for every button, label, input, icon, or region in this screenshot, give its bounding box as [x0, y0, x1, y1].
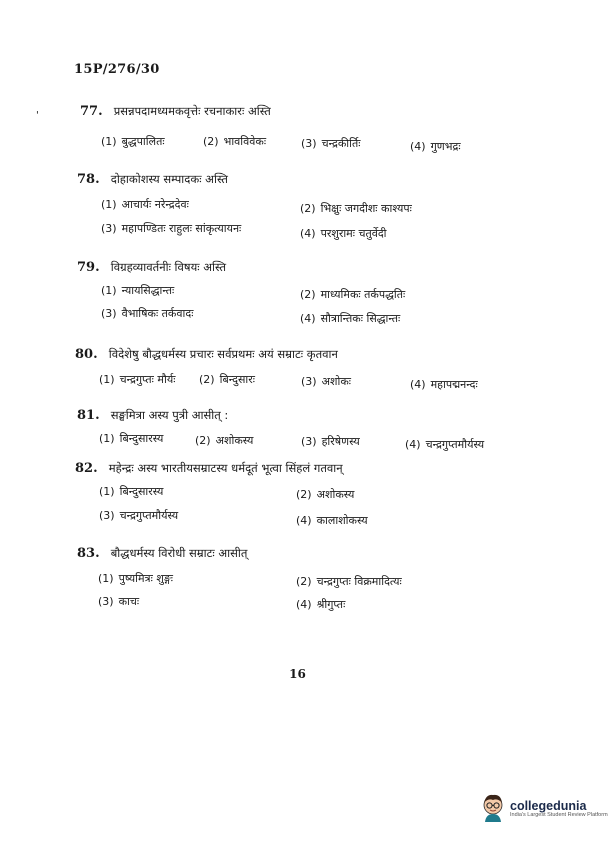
option-number: (2) — [203, 135, 219, 148]
option-77-1[interactable] — [101, 134, 165, 149]
option-number: (1) — [99, 485, 115, 498]
option-77-3[interactable] — [301, 136, 360, 151]
option-text: चन्द्रकीर्तिः — [321, 137, 361, 150]
option-81-1[interactable] — [99, 431, 163, 446]
option-number: (4) — [300, 312, 316, 325]
option-number: (3) — [101, 222, 117, 235]
option-text: वैभाषिकः तर्कवादः — [121, 307, 194, 320]
option-text: चन्द्रगुप्तमौर्यस्य — [425, 438, 485, 451]
option-text: सौत्रान्तिकः सिद्धान्तः — [320, 312, 401, 325]
option-text: महापद्मनन्दः — [430, 378, 478, 391]
option-text: अशोकस्य — [215, 434, 254, 447]
option-text: चन्द्रगुप्तः विक्रमादित्यः — [316, 575, 402, 588]
question-82 — [75, 457, 343, 476]
option-text: चन्द्रगुप्तः मौर्यः — [119, 373, 176, 386]
mascot-icon — [480, 792, 506, 826]
option-81-3[interactable] — [301, 434, 360, 449]
question-number: 78. — [77, 172, 100, 187]
question-text: बौद्धधर्मस्य विरोधी सम्राटः आसीत् — [110, 546, 248, 560]
question-text: प्रसन्नपदामध्यमकवृत्तेः रचनाकारः अस्ति — [113, 104, 271, 118]
option-83-2[interactable] — [296, 574, 402, 589]
option-number: (1) — [99, 432, 115, 445]
option-82-3[interactable] — [99, 508, 178, 523]
brand-tagline: India's Largest Student Review Platform — [510, 811, 608, 818]
question-number: 80. — [75, 347, 98, 362]
option-82-1[interactable] — [99, 484, 163, 499]
question-81 — [77, 404, 228, 423]
question-text: दोहाकोशस्य सम्पादकः अस्ति — [110, 172, 228, 186]
option-text: हरिषेणस्य — [321, 435, 360, 448]
option-text: भिक्षुः जगदीशः काश्यपः — [320, 202, 412, 215]
option-text: महापण्डितः राहुलः सांकृत्यायनः — [121, 222, 242, 235]
option-82-4[interactable] — [296, 513, 368, 528]
option-80-3[interactable] — [301, 374, 351, 389]
option-78-1[interactable] — [101, 197, 189, 212]
option-79-2[interactable] — [300, 287, 405, 302]
option-80-1[interactable] — [99, 372, 175, 387]
question-number: 77. — [80, 104, 103, 119]
option-number: (4) — [405, 438, 421, 451]
option-text: बिन्दुसारस्य — [119, 432, 164, 445]
option-text: गुणभद्रः — [430, 140, 461, 153]
brand-name: collegedunia — [510, 798, 587, 813]
option-number: (3) — [101, 307, 117, 320]
question-80 — [75, 343, 338, 362]
option-81-4[interactable] — [405, 437, 484, 452]
option-text: बुद्धपालितः — [121, 135, 165, 148]
question-text: विदेशेषु बौद्धधर्मस्य प्रचारः सर्वप्रथमः अयं सम्राटः कृतवान — [108, 347, 338, 361]
option-text: कालाशोकस्य — [316, 514, 368, 527]
question-number: 82. — [75, 461, 98, 476]
option-78-2[interactable] — [300, 201, 412, 216]
collegedunia-logo[interactable] — [480, 792, 608, 826]
option-number: (2) — [199, 373, 215, 386]
question-text: महेन्द्रः अस्य भारतीयसम्राटस्य धर्मदूतं भूत्वा सिंहलं गतवान् — [108, 461, 343, 475]
option-number: (4) — [410, 378, 426, 391]
option-number: (1) — [98, 572, 114, 585]
option-number: (3) — [99, 509, 115, 522]
option-text: अशोकस्य — [316, 488, 355, 501]
option-number: (3) — [301, 375, 317, 388]
option-number: (4) — [296, 598, 312, 611]
option-text: न्यायसिद्धान्तः — [121, 284, 175, 297]
option-text: बिन्दुसारः — [219, 373, 255, 386]
question-number: 79. — [77, 260, 100, 275]
option-79-4[interactable] — [300, 311, 400, 326]
question-text: विग्रहव्यावर्तनीः विषयः अस्ति — [110, 260, 227, 274]
option-text: अशोकः — [321, 375, 351, 388]
option-78-3[interactable] — [101, 221, 241, 236]
option-text: पुष्यमित्रः शुङ्गः — [118, 572, 174, 585]
option-number: (3) — [301, 137, 317, 150]
option-number: (3) — [98, 595, 114, 608]
option-number: (4) — [296, 514, 312, 527]
question-79 — [77, 256, 226, 275]
option-number: (2) — [300, 288, 316, 301]
option-83-1[interactable] — [98, 571, 173, 586]
option-78-4[interactable] — [300, 226, 387, 241]
question-number: 83. — [77, 546, 100, 561]
option-number: (4) — [410, 140, 426, 153]
paper-code: 15P/276/30 — [74, 62, 160, 77]
option-text: भावविवेकः — [223, 135, 267, 148]
question-83 — [77, 542, 247, 561]
option-80-2[interactable] — [199, 372, 255, 387]
option-80-4[interactable] — [410, 377, 478, 392]
option-83-3[interactable] — [98, 594, 139, 609]
option-number: (3) — [301, 435, 317, 448]
option-text: बिन्दुसारस्य — [119, 485, 164, 498]
option-number: (1) — [101, 198, 117, 211]
question-number: 81. — [77, 408, 100, 423]
option-text: काचः — [118, 595, 140, 608]
option-83-4[interactable] — [296, 597, 345, 612]
option-81-2[interactable] — [195, 433, 253, 448]
question-text: सङ्घमित्रा अस्य पुत्री आसीत् : — [110, 408, 229, 422]
option-number: (2) — [300, 202, 316, 215]
option-77-4[interactable] — [410, 139, 461, 154]
option-82-2[interactable] — [296, 487, 354, 502]
option-number: (1) — [99, 373, 115, 386]
option-text: श्रीगुप्तः — [316, 598, 346, 611]
option-text: परशुरामः चतुर्वेदी — [320, 227, 387, 240]
question-77 — [80, 100, 271, 119]
option-79-1[interactable] — [101, 283, 174, 298]
option-number: (2) — [195, 434, 211, 447]
question-78 — [77, 168, 228, 187]
option-79-3[interactable] — [101, 306, 193, 321]
option-77-2[interactable] — [203, 134, 266, 149]
option-number: (1) — [101, 284, 117, 297]
option-number: (1) — [101, 135, 117, 148]
option-text: आचार्यः नरेन्द्रदेवः — [121, 198, 189, 211]
option-text: चन्द्रगुप्तमौर्यस्य — [119, 509, 179, 522]
margin-mark: ' — [36, 110, 39, 121]
page-number: 16 — [289, 667, 306, 681]
option-number: (2) — [296, 488, 312, 501]
option-number: (4) — [300, 227, 316, 240]
option-number: (2) — [296, 575, 312, 588]
option-text: माध्यमिकः तर्कपद्धतिः — [320, 288, 406, 301]
